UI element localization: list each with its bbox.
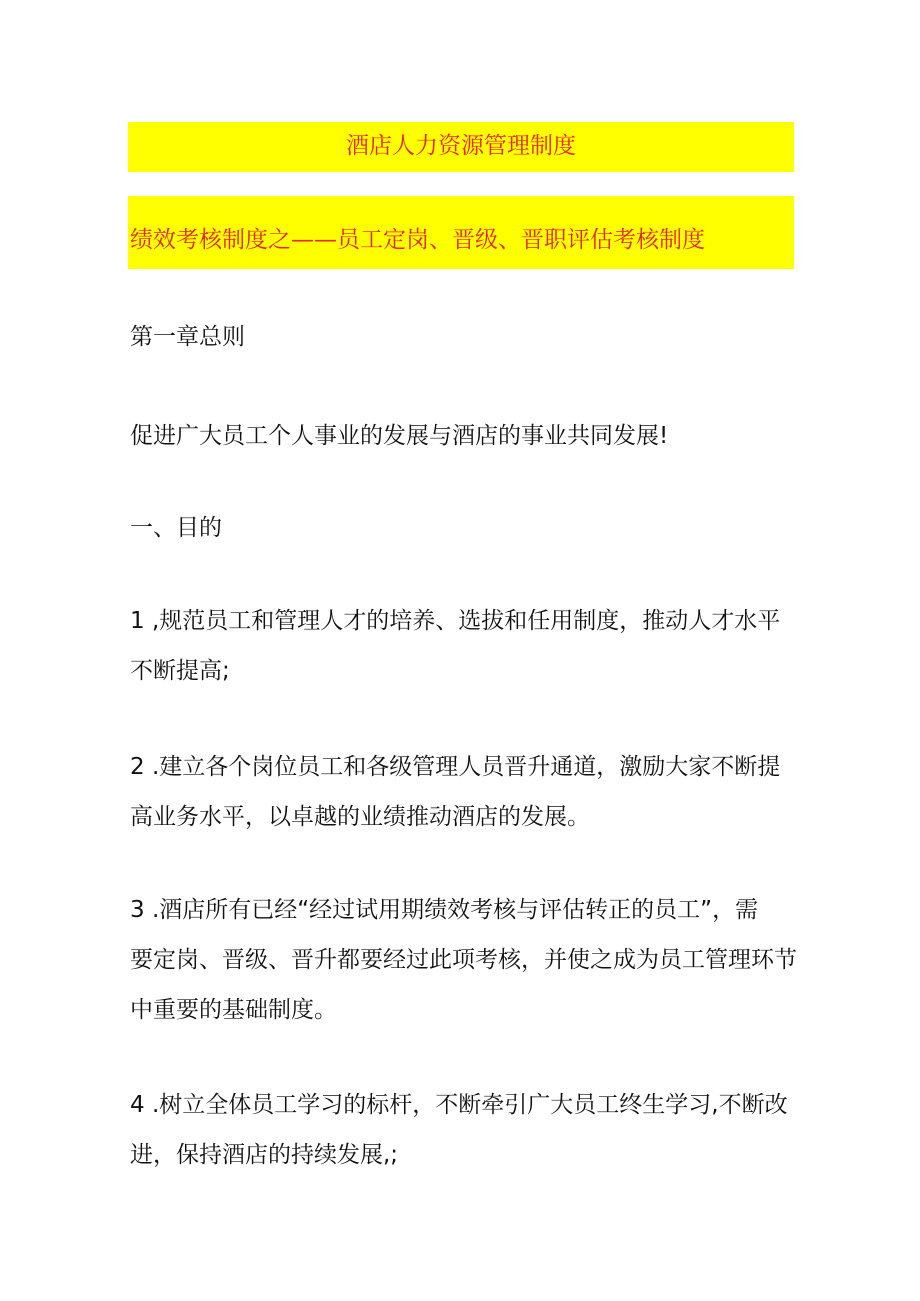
- chapter-heading: 第一章总则: [130, 324, 245, 350]
- document-title: 酒店人力资源管理制度: [346, 133, 576, 159]
- list-item-line: 中重要的基础制度。: [130, 997, 337, 1023]
- title-banner: [128, 122, 794, 172]
- list-item-line: 要定岗、晋级、晋升都要经过此项考核，并使之成为员工管理环节: [130, 947, 797, 973]
- list-item-line: 不断提高;: [130, 658, 230, 684]
- list-item-3: [130, 885, 802, 1035]
- list-item-line: 进，保持酒店的持续发展,;: [130, 1142, 399, 1168]
- list-item-line: 4 .树立全体员工学习的标杆，不断牵引广大员工终生学习,不断改: [130, 1092, 788, 1118]
- list-item-line: 3 .酒店所有已经“经过试用期绩效考核与评估转正的员工”，需: [130, 897, 759, 923]
- section-heading: 一、目的: [130, 515, 222, 541]
- list-item-line: 2 .建立各个岗位员工和各级管理人员晋升通道，激励大家不断提: [130, 754, 781, 780]
- list-item-4: [130, 1080, 802, 1180]
- intro-paragraph: 促进广大员工个人事业的发展与酒店的事业共同发展!: [130, 423, 669, 449]
- list-item-2: [130, 742, 802, 842]
- list-item-1: [130, 596, 802, 696]
- subtitle-banner: [128, 196, 794, 269]
- document-subtitle: 绩效考核制度之——员工定岗、晋级、晋职评估考核制度: [130, 227, 705, 253]
- list-item-line: 高业务水平，以卓越的业绩推动酒店的发展。: [130, 804, 590, 830]
- list-item-line: 1 ,规范员工和管理人才的培养、选拔和任用制度，推动人才水平: [130, 608, 781, 634]
